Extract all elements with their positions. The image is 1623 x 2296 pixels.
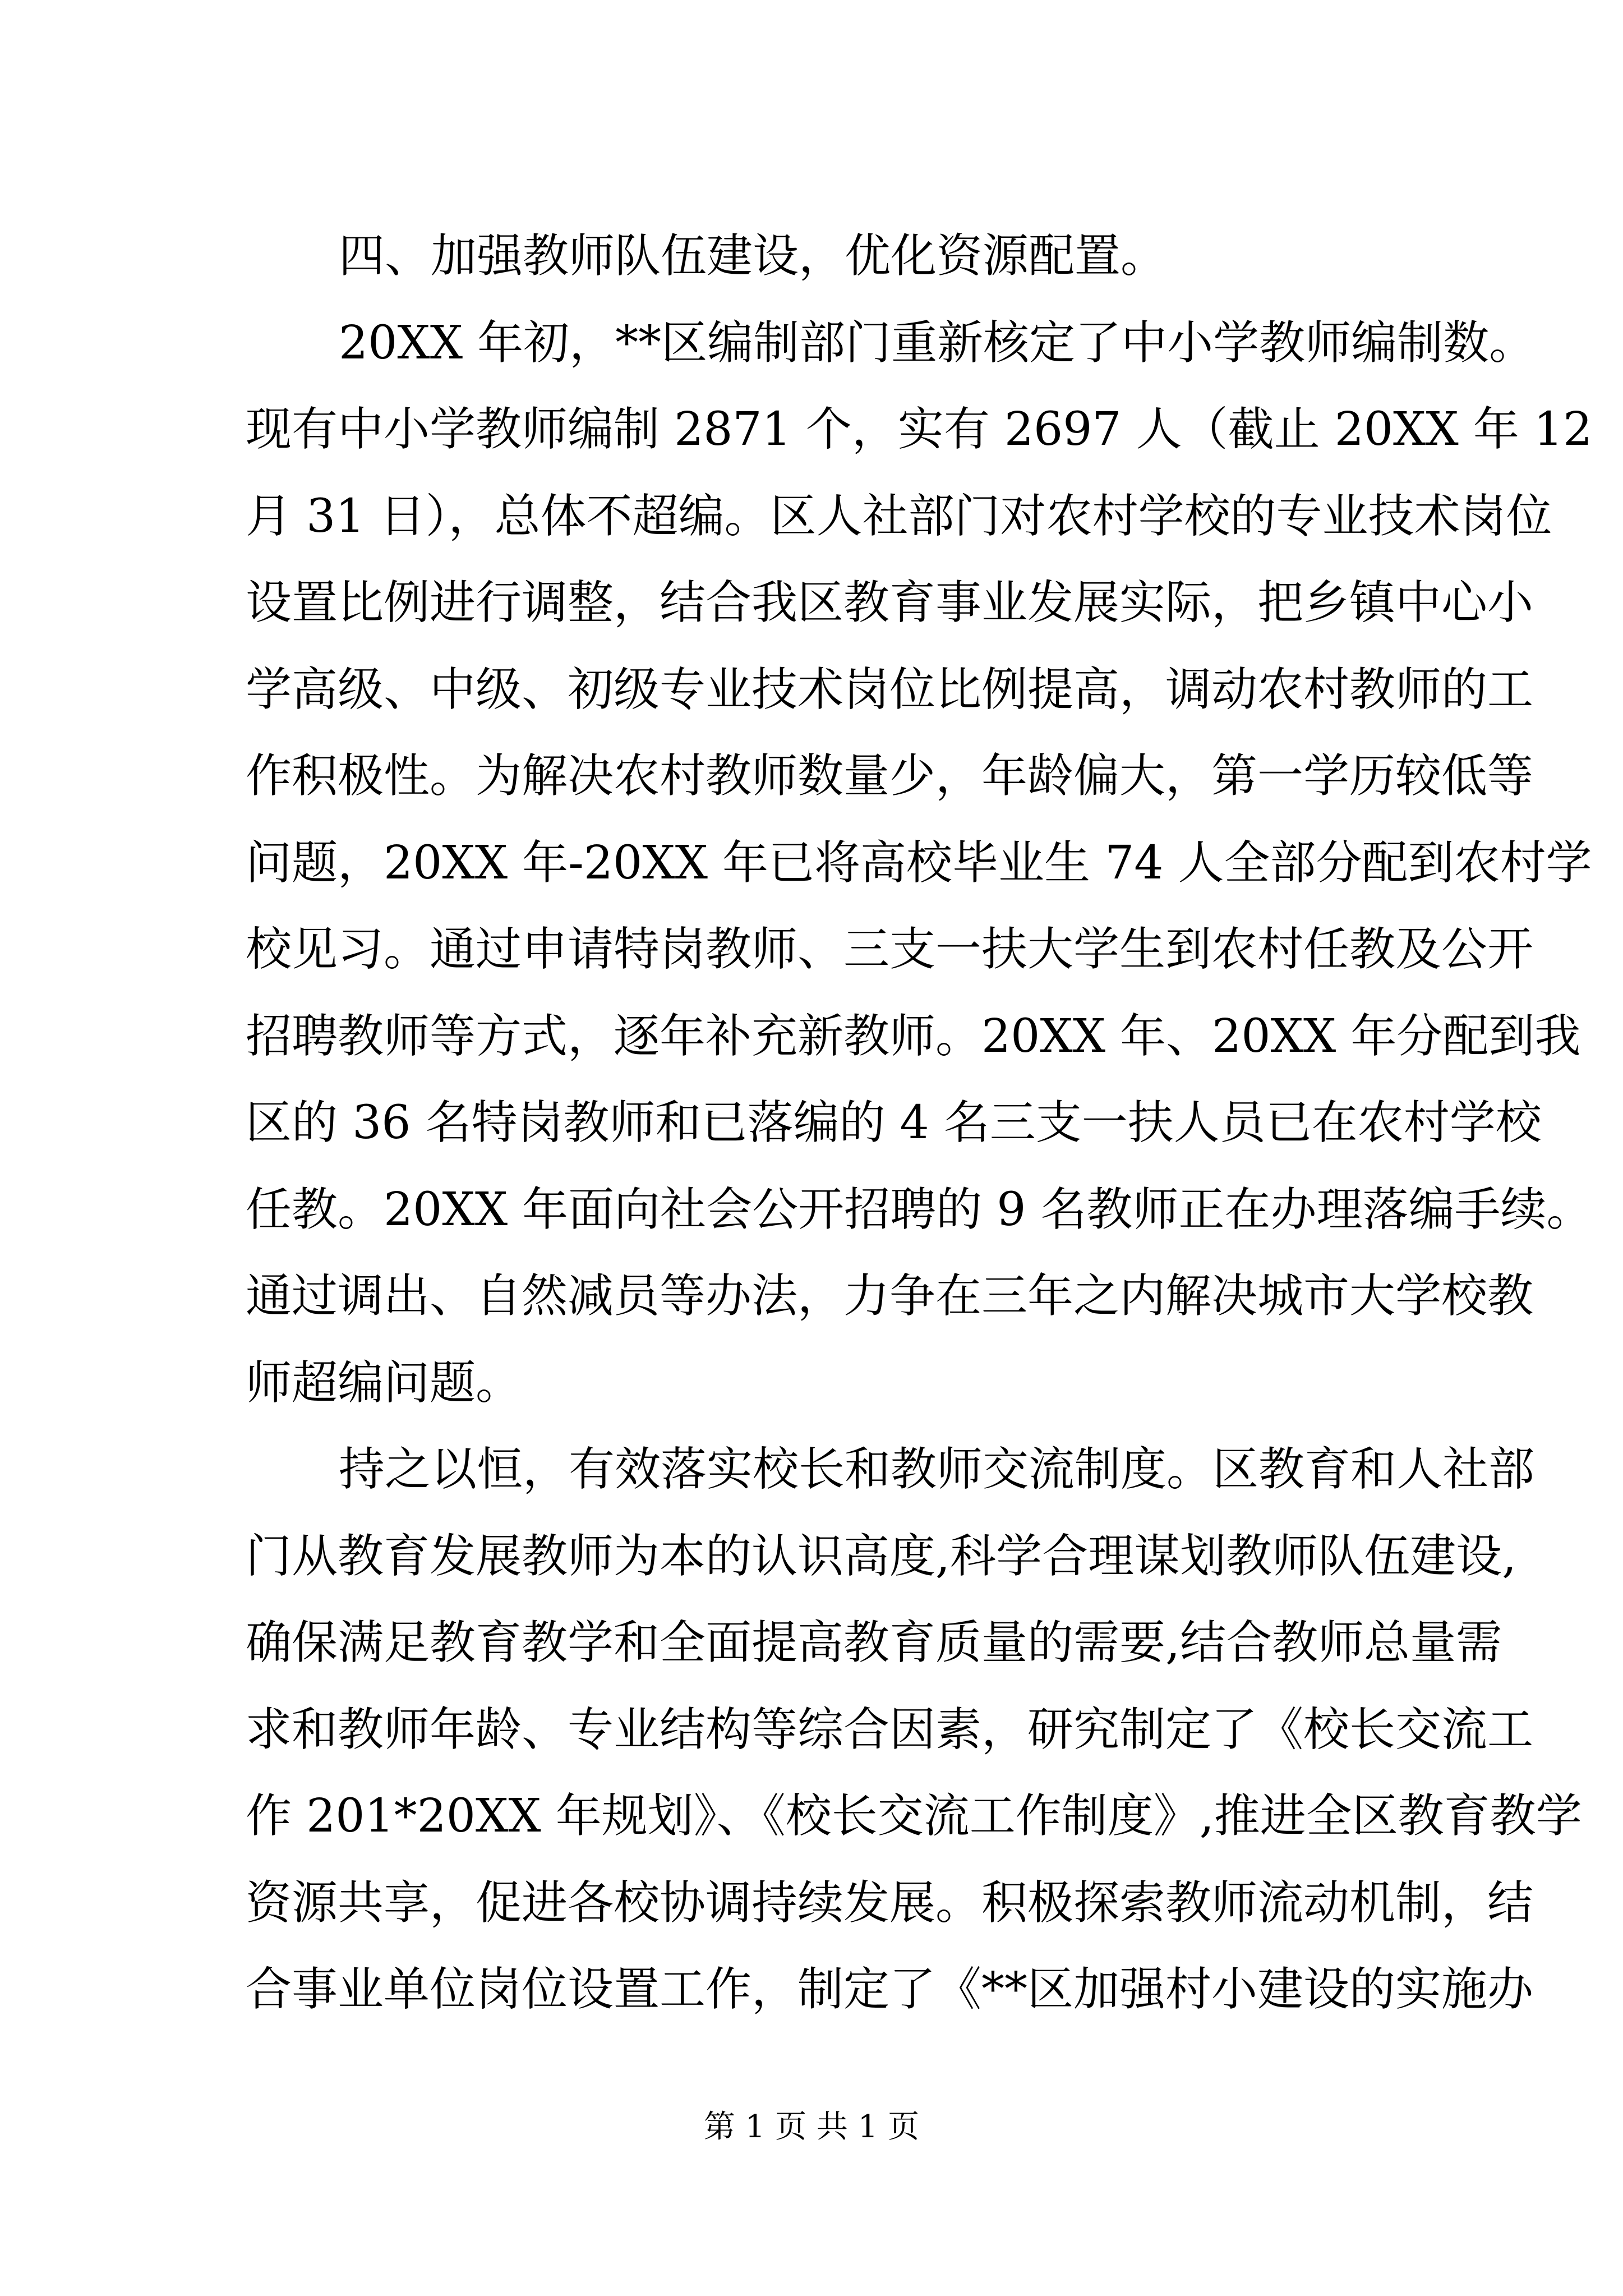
text-line: 校见习。通过申请特岗教师、三支一扶大学生到农村任教及公开 bbox=[246, 923, 1534, 976]
text-line: 月 31 日），总体不超编。区人社部门对农村学校的专业技术岗位 bbox=[246, 489, 1552, 543]
text-line: 现有中小学教师编制 2871 个，实有 2697 人（截止 20XX 年 12 bbox=[246, 403, 1593, 456]
text-line: 作 201*20XX 年规划》、《校长交流工作制度》,推进全区教育教学 bbox=[246, 1789, 1582, 1843]
text-line: 求和教师年龄、专业结构等综合因素，研究制定了《校长交流工 bbox=[246, 1703, 1534, 1756]
text-line: 学高级、中级、初级专业技术岗位比例提高，调动农村教师的工 bbox=[246, 662, 1534, 716]
text-line: 门从教育发展教师为本的认识高度,科学合理谋划教师队伍建设, bbox=[246, 1529, 1517, 1583]
page-number: 第 1 页 共 1 页 bbox=[703, 2109, 920, 2145]
text-line: 20XX 年初，**区编制部门重新核定了中小学教师编制数。 bbox=[339, 316, 1536, 370]
text-line: 区的 36 名特岗教师和已落编的 4 名三支一扶人员已在农村学校 bbox=[246, 1096, 1542, 1149]
text-line: 通过调出、自然减员等办法，力争在三年之内解决城市大学校教 bbox=[246, 1269, 1534, 1323]
section-heading: 四、加强教师队伍建设，优化资源配置。 bbox=[339, 229, 1167, 283]
text-line: 确保满足教育教学和全面提高教育质量的需要,结合教师总量需 bbox=[246, 1616, 1502, 1669]
text-line: 资源共享，促进各校协调持续发展。积极探索教师流动机制，结 bbox=[246, 1876, 1534, 1930]
text-line: 作积极性。为解决农村教师数量少，年龄偏大，第一学历较低等 bbox=[246, 749, 1534, 803]
text-line: 招聘教师等方式，逐年补充新教师。20XX 年、20XX 年分配到我 bbox=[246, 1009, 1581, 1063]
text-line: 合事业单位岗位设置工作，制定了《**区加强村小建设的实施办 bbox=[246, 1963, 1534, 2016]
text-line: 持之以恒，有效落实校长和教师交流制度。区教育和人社部 bbox=[339, 1443, 1535, 1496]
text-line: 师超编问题。 bbox=[246, 1356, 522, 1410]
text-line: 问题，20XX 年-20XX 年已将高校毕业生 74 人全部分配到农村学 bbox=[246, 836, 1592, 890]
text-line: 任教。20XX 年面向社会公开招聘的 9 名教师正在办理落编手续。 bbox=[246, 1182, 1593, 1236]
page-footer bbox=[0, 2105, 1623, 2150]
text-line: 设置比例进行调整，结合我区教育事业发展实际，把乡镇中心小 bbox=[246, 576, 1534, 629]
document-body bbox=[246, 213, 1593, 2033]
